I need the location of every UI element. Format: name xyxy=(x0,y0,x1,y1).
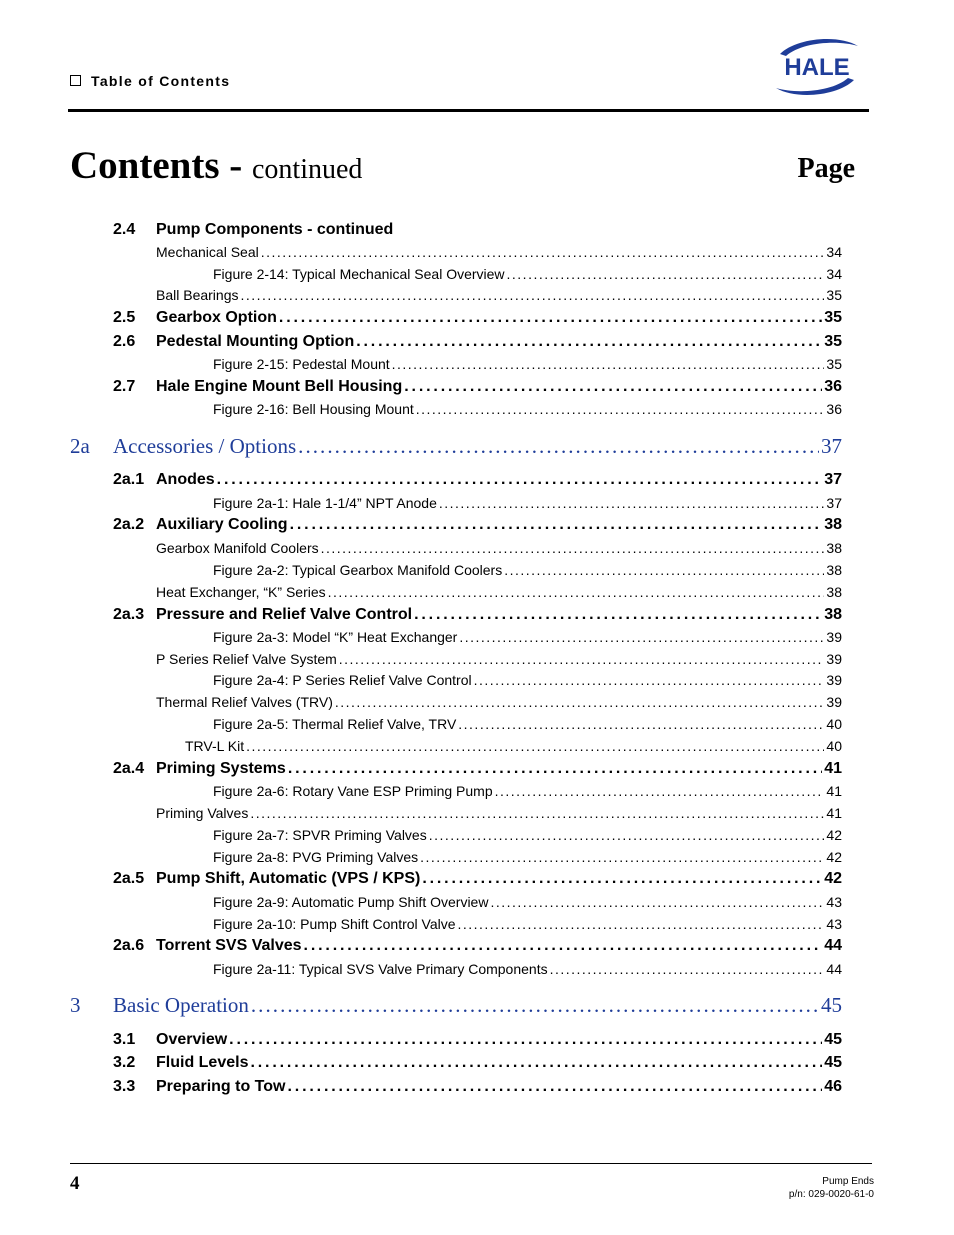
toc-entry-title: Pump Components - continued xyxy=(156,221,394,238)
toc-entry[interactable] xyxy=(0,333,842,351)
dot-leader xyxy=(251,993,819,1018)
toc-section-number: 3 xyxy=(70,993,81,1017)
toc-chapter-entry[interactable] xyxy=(0,993,842,1018)
dot-leader xyxy=(458,716,824,732)
toc-entry[interactable] xyxy=(0,827,842,843)
toc-entry-title: TRV-L Kit xyxy=(185,738,245,754)
toc-page-number: 45 xyxy=(821,993,842,1017)
toc-entry-title: Thermal Relief Valves (TRV) xyxy=(156,694,333,710)
toc-entry[interactable] xyxy=(0,378,842,396)
footer-doc-title: Pump Ends xyxy=(822,1176,874,1187)
toc-section-number: 3.3 xyxy=(113,1078,136,1095)
dot-leader xyxy=(459,629,824,645)
dot-leader xyxy=(420,849,824,865)
dot-leader xyxy=(288,760,822,778)
dot-leader xyxy=(335,694,825,710)
dot-leader xyxy=(328,584,825,600)
toc-entry[interactable] xyxy=(0,961,842,977)
toc-page-number: 35 xyxy=(826,356,842,372)
toc-entry-title: Torrent SVS Valves xyxy=(156,937,302,954)
toc-entry-title: Gearbox Manifold Coolers xyxy=(156,540,319,556)
toc-page-number: 35 xyxy=(824,333,842,350)
toc-entry-title: Figure 2-14: Typical Mechanical Seal Overview xyxy=(213,266,505,282)
toc-page-number: 39 xyxy=(826,651,842,667)
toc-page-number: 44 xyxy=(826,961,842,977)
toc-entry-title: Figure 2a-2: Typical Gearbox Manifold Coolers xyxy=(213,562,503,578)
toc-entry-title: Overview xyxy=(156,1031,228,1048)
toc-entry[interactable] xyxy=(0,783,842,799)
toc-entry-title: Heat Exchanger, “K” Series xyxy=(156,584,326,600)
toc-entry-title: Figure 2a-10: Pump Shift Control Valve xyxy=(213,916,456,932)
toc-section-number: 2a.5 xyxy=(113,870,145,887)
toc-entry-title: Figure 2a-4: P Series Relief Valve Control xyxy=(213,672,472,688)
toc-entry[interactable] xyxy=(0,356,842,372)
footer-doc-info xyxy=(789,1175,874,1201)
dot-leader xyxy=(304,937,823,955)
toc-section-number: 3.2 xyxy=(113,1054,136,1071)
toc-page-number: 34 xyxy=(826,266,842,282)
toc-page-number: 39 xyxy=(826,629,842,645)
toc-page-number: 43 xyxy=(826,916,842,932)
toc-entry-title: Figure 2a-9: Automatic Pump Shift Overview xyxy=(213,894,489,910)
toc-page-number: 42 xyxy=(826,827,842,843)
toc-entry[interactable] xyxy=(0,1078,842,1096)
toc-entry[interactable] xyxy=(0,849,842,865)
toc-page-number: 43 xyxy=(826,894,842,910)
toc-entry-title: Figure 2a-11: Typical SVS Valve Primary Components xyxy=(213,961,548,977)
toc-entry-title: Priming Valves xyxy=(156,805,249,821)
toc-page-number: 39 xyxy=(826,694,842,710)
toc-entry[interactable] xyxy=(0,760,842,778)
toc-page-number: 38 xyxy=(824,516,842,533)
dot-leader xyxy=(356,333,822,351)
toc-entry-title: Figure 2a-8: PVG Priming Valves xyxy=(213,849,419,865)
dot-leader xyxy=(392,356,825,372)
toc-entry[interactable] xyxy=(0,516,842,534)
toc-entry[interactable] xyxy=(0,540,842,556)
toc-entry-title: P Series Relief Valve System xyxy=(156,651,337,667)
toc-page-number: 35 xyxy=(826,287,842,303)
page-column-heading: Page xyxy=(797,153,855,184)
dot-leader xyxy=(504,562,824,578)
toc-entry[interactable] xyxy=(0,937,842,955)
toc-page-number: 41 xyxy=(824,760,842,777)
toc-page-number: 38 xyxy=(824,606,842,623)
toc-page-number: 40 xyxy=(826,716,842,732)
toc-entry-title: Figure 2a-6: Rotary Vane ESP Priming Pump xyxy=(213,783,493,799)
dot-leader xyxy=(261,244,825,260)
footer-rule xyxy=(70,1163,872,1164)
toc-entry[interactable] xyxy=(0,471,842,489)
dot-leader xyxy=(439,495,825,511)
toc-page-number: 41 xyxy=(826,783,842,799)
dot-leader xyxy=(241,287,825,303)
toc-page-number: 35 xyxy=(824,309,842,326)
toc-entry[interactable] xyxy=(0,309,842,327)
toc-entry-title: Basic Operation xyxy=(113,993,249,1017)
toc-section-number: 2.5 xyxy=(113,309,136,326)
dot-leader xyxy=(404,378,822,396)
toc-chapter-entry[interactable] xyxy=(0,434,842,459)
logo-text: HALE xyxy=(784,54,850,81)
toc-entry[interactable] xyxy=(0,738,842,754)
toc-section-number: 2a.4 xyxy=(113,760,145,777)
dot-leader xyxy=(495,783,825,799)
dot-leader xyxy=(250,805,824,821)
toc-page-number: 36 xyxy=(826,401,842,417)
toc-entry[interactable] xyxy=(0,651,842,667)
toc-entry[interactable] xyxy=(0,606,842,624)
toc-entry-title: Pressure and Relief Valve Control xyxy=(156,606,413,623)
toc-section-number: 2.4 xyxy=(113,221,136,238)
dot-leader xyxy=(298,434,819,459)
toc-entry[interactable] xyxy=(0,584,842,600)
toc-section-number: 2.7 xyxy=(113,378,136,395)
toc-page-number: 34 xyxy=(826,244,842,260)
toc-entry-title: Figure 2-16: Bell Housing Mount xyxy=(213,401,414,417)
toc-page-number: 46 xyxy=(824,1078,842,1095)
toc-entry[interactable] xyxy=(0,672,842,688)
dot-leader xyxy=(229,1031,822,1049)
section-label-text: Table of Contents xyxy=(91,73,231,89)
toc-section-number: 3.1 xyxy=(113,1031,136,1048)
toc-entry[interactable] xyxy=(0,716,842,732)
toc-entry[interactable] xyxy=(0,562,842,578)
footer-page-number: 4 xyxy=(70,1173,80,1194)
toc-entry-title: Ball Bearings xyxy=(156,287,239,303)
toc-section-number: 2.6 xyxy=(113,333,136,350)
toc-entry[interactable] xyxy=(0,894,842,910)
dot-leader xyxy=(416,401,825,417)
toc-entry-title: Figure 2a-3: Model “K” Heat Exchanger xyxy=(213,629,458,645)
toc-page-number: 38 xyxy=(826,540,842,556)
toc-page-number: 36 xyxy=(824,378,842,395)
toc-entry-title: Preparing to Tow xyxy=(156,1078,286,1095)
toc-entry[interactable] xyxy=(0,1031,842,1049)
dot-leader xyxy=(422,870,822,888)
toc-section-number: 2a xyxy=(70,434,90,458)
toc-page-number: 39 xyxy=(826,672,842,688)
toc-page-number: 37 xyxy=(824,471,842,488)
toc-entry[interactable] xyxy=(0,694,842,710)
footer-part-number: p/n: 029-0020-61-0 xyxy=(788,1189,874,1200)
dot-leader xyxy=(217,471,823,489)
toc-entry[interactable] xyxy=(0,870,842,888)
toc-entry-title: Pump Shift, Automatic (VPS / KPS) xyxy=(156,870,421,887)
dot-leader xyxy=(321,540,825,556)
toc-entry-title: Mechanical Seal xyxy=(156,244,259,260)
dot-leader xyxy=(550,961,825,977)
toc-page-number: 41 xyxy=(826,805,842,821)
toc-entry-title: Accessories / Options xyxy=(113,434,297,458)
dot-leader xyxy=(414,606,822,624)
toc-page-number: 45 xyxy=(824,1054,842,1071)
toc-page-number: 37 xyxy=(826,495,842,511)
toc-page-number: 42 xyxy=(826,849,842,865)
toc-section-number: 2a.2 xyxy=(113,516,145,533)
dot-leader xyxy=(279,309,822,327)
dot-leader xyxy=(250,1054,822,1072)
toc-entry[interactable] xyxy=(0,495,842,511)
dot-leader xyxy=(458,916,825,932)
toc-entry-title: Hale Engine Mount Bell Housing xyxy=(156,378,403,395)
dot-leader xyxy=(507,266,825,282)
toc-entry-title: Figure 2-15: Pedestal Mount xyxy=(213,356,390,372)
toc-entry-title: Anodes xyxy=(156,471,215,488)
dot-leader xyxy=(246,738,824,754)
toc-page-number: 37 xyxy=(821,434,842,458)
toc-section-number: 2a.6 xyxy=(113,937,145,954)
toc-entry[interactable] xyxy=(0,244,842,260)
dot-leader xyxy=(429,827,825,843)
page-title-main: Contents - xyxy=(70,144,243,187)
toc-entry-title: Pedestal Mounting Option xyxy=(156,333,355,350)
toc-section-number: 2a.3 xyxy=(113,606,145,623)
toc-entry-title: Fluid Levels xyxy=(156,1054,249,1071)
toc-entry-title: Figure 2a-5: Thermal Relief Valve, TRV xyxy=(213,716,457,732)
toc-entry[interactable] xyxy=(0,266,842,282)
toc-entry-title: Auxiliary Cooling xyxy=(156,516,288,533)
toc-entry[interactable] xyxy=(0,287,842,303)
dot-leader xyxy=(339,651,825,667)
toc-page-number: 38 xyxy=(826,562,842,578)
toc-page-number: 40 xyxy=(826,738,842,754)
toc-entry-title: Figure 2a-7: SPVR Priming Valves xyxy=(213,827,427,843)
toc-section-number: 2a.1 xyxy=(113,471,145,488)
toc-entry[interactable] xyxy=(0,221,842,239)
dot-leader xyxy=(474,672,825,688)
toc-entry[interactable] xyxy=(0,629,842,645)
toc-entry-title: Priming Systems xyxy=(156,760,286,777)
dot-leader xyxy=(490,894,824,910)
toc-entry[interactable] xyxy=(0,805,842,821)
toc-entry[interactable] xyxy=(0,916,842,932)
toc-page-number: 38 xyxy=(826,584,842,600)
dot-leader xyxy=(290,516,823,534)
toc-page-number: 44 xyxy=(824,937,842,954)
page-title-suffix: continued xyxy=(252,154,363,185)
toc-entry[interactable] xyxy=(0,1054,842,1072)
toc-entry-title: Gearbox Option xyxy=(156,309,277,326)
toc-page-number: 42 xyxy=(824,870,842,887)
dot-leader xyxy=(287,1078,822,1096)
toc-entry[interactable] xyxy=(0,401,842,417)
toc-page-number: 45 xyxy=(824,1031,842,1048)
toc-entry-title: Figure 2a-1: Hale 1-1/4” NPT Anode xyxy=(213,495,437,511)
